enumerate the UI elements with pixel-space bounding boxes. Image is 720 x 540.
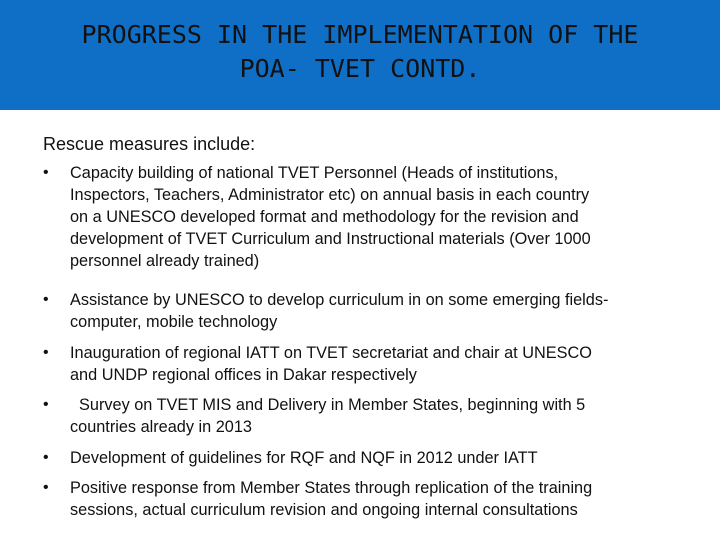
bullet-line: Inspectors, Teachers, Administrator etc) on annual basis in each country	[70, 186, 590, 204]
bullet-line: Assistance by UNESCO to develop curriculum in on some emerging fields-	[70, 291, 609, 309]
slide-title-line-2: POA- TVET CONTD.	[239, 54, 481, 83]
bullet-line: personnel already trained)	[70, 252, 260, 270]
bullet-text	[70, 477, 680, 521]
slide-title	[0, 18, 720, 86]
bullet-line: Positive response from Member States through replication of the training	[70, 479, 593, 497]
title-bar	[0, 0, 720, 110]
bullet-line: Capacity building of national TVET Personnel (Heads of institutions,	[70, 164, 559, 182]
bullet-icon: •	[43, 291, 49, 308]
bullet-line: development of TVET Curriculum and Instructional materials (Over 1000	[70, 230, 591, 248]
bullet-line: computer, mobile technology	[70, 313, 278, 331]
bullet-text	[70, 289, 680, 333]
bullet-text	[70, 394, 680, 438]
bullet-icon: •	[43, 344, 49, 361]
bullet-text	[70, 162, 680, 272]
bullet-line: Development of guidelines for RQF and NQF in 2012 under IATT	[70, 449, 538, 467]
section-heading: Rescue measures include:	[43, 134, 256, 154]
bullet-line: Survey on TVET MIS and Delivery in Member States, beginning with 5	[70, 396, 586, 414]
bullet-line: on a UNESCO developed format and methodology for the revision and	[70, 208, 579, 226]
bullet-icon: •	[43, 479, 49, 496]
bullet-icon: •	[43, 396, 49, 413]
bullet-line: and UNDP regional offices in Dakar respectively	[70, 366, 417, 384]
slide-title-line-1: PROGRESS IN THE IMPLEMENTATION OF THE	[81, 20, 639, 49]
bullet-icon: •	[43, 164, 49, 181]
bullet-line: sessions, actual curriculum revision and ongoing internal consultations	[70, 501, 578, 519]
bullet-text	[70, 342, 680, 386]
bullet-line: Inauguration of regional IATT on TVET secretariat and chair at UNESCO	[70, 344, 592, 362]
bullet-line: countries already in 2013	[70, 418, 252, 436]
bullet-text	[70, 447, 680, 469]
bullet-icon: •	[43, 449, 49, 466]
